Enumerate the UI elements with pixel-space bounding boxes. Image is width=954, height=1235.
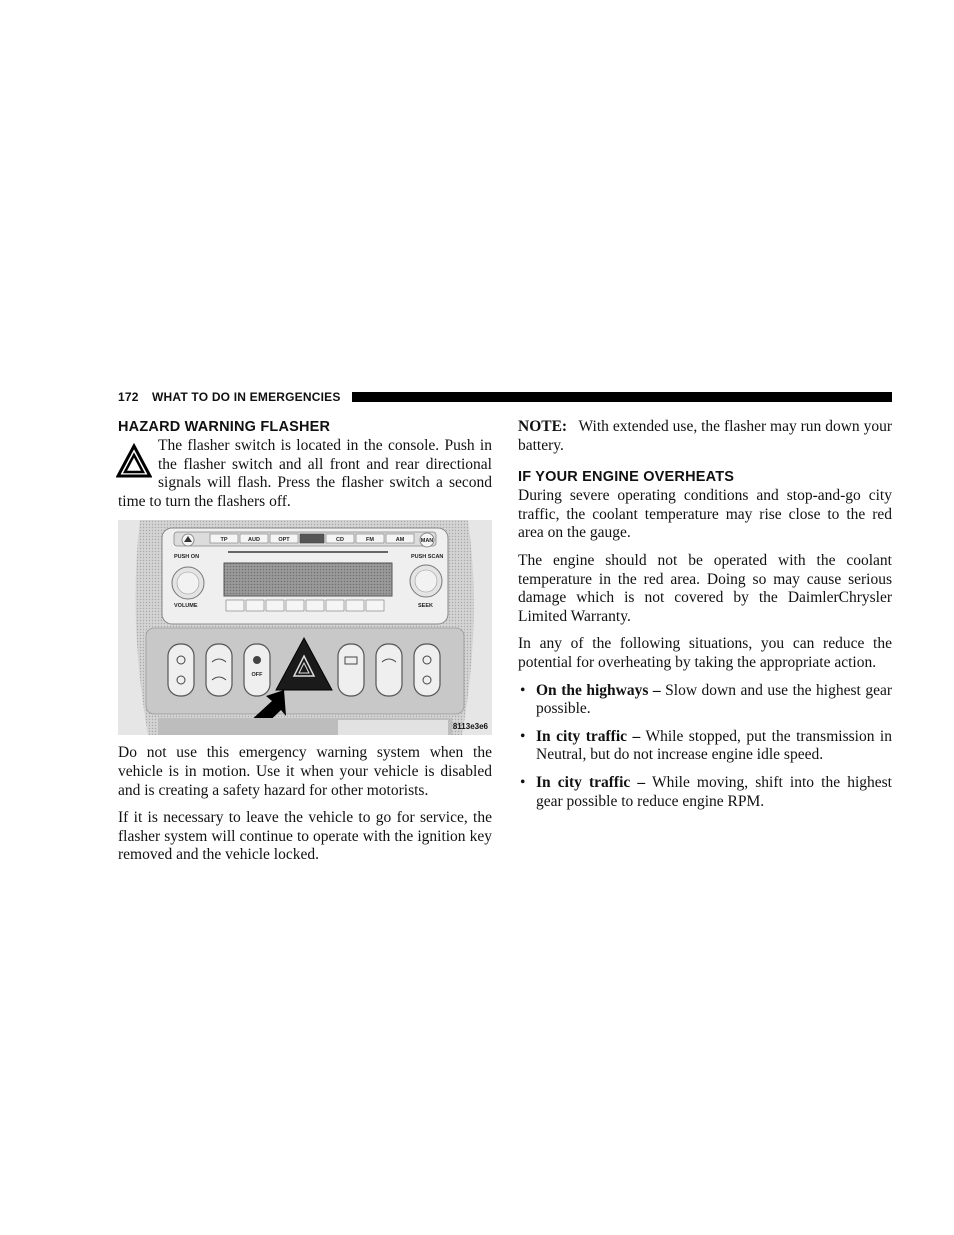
bullet-text: While stopped, put the transmission in Neutral, but do not increase engine idle speed. <box>536 727 892 764</box>
radio-btn-aud: AUD <box>248 537 260 544</box>
bullet-lead: On the highways – <box>536 681 661 699</box>
list-item: • In city traffic – While moving, shift into the highest gear possible to reduce engine RPM. <box>520 773 892 810</box>
bullet-lead: In city traffic – <box>536 773 646 791</box>
overheat-para-3: In any of the following situations, you can reduce the potential for overheating by taking the appropriate action. <box>518 635 892 671</box>
radio-display <box>224 563 392 596</box>
note-text: With extended use, the flasher may run down your battery. <box>518 418 892 454</box>
overheat-para-2: The engine should not be operated with the coolant temperature in the red area. Doing so may cause serious damage which is not covered by the DaimlerChrysler Limited Warranty. <box>518 551 892 625</box>
radio-volume-label: VOLUME <box>174 603 198 610</box>
list-item: • In city traffic – While stopped, put the transmission in Neutral, but do not increase engine idle speed. <box>520 727 892 764</box>
bullet-text: While moving, shift into the highest gear possible to reduce engine RPM. <box>536 773 892 810</box>
hazard-warning-icon <box>116 443 152 479</box>
radio-btn-fm: FM <box>366 537 374 544</box>
overheat-para-1: During severe operating conditions and stop-and-go city traffic, the coolant temperature may rise close to the red area on the gauge. <box>518 487 892 542</box>
switch-off-label: OFF <box>251 672 263 679</box>
console-figure <box>118 520 492 735</box>
figure-code: 8113e3e6 <box>452 722 488 732</box>
overheat-heading: IF YOUR ENGINE OVERHEATS <box>518 469 735 486</box>
radio-btn-opt: OPT <box>278 537 290 544</box>
console-illustration <box>118 520 492 735</box>
header-rule <box>352 392 892 402</box>
note-label: NOTE: <box>518 418 568 435</box>
hazard-intro-block <box>118 437 492 511</box>
left-column <box>118 417 492 865</box>
hazard-para-2: If it is necessary to leave the vehicle to go for service, the flasher system will continue to operate with the ignition key removed and the vehicle locked. <box>118 809 492 864</box>
note-paragraph <box>518 418 892 455</box>
hazard-intro: The flasher switch is located in the console. Push in the flasher switch and all front and rear directional signals will flash. Press the flasher switch a second time to turn the flashers off. <box>118 437 492 510</box>
radio-btn-cd: CD <box>336 537 344 544</box>
radio-btn-tp: TP <box>220 537 228 544</box>
overheat-bullet-list <box>518 682 892 812</box>
radio-man-label: MAN <box>420 538 434 545</box>
radio-button-row <box>210 534 414 543</box>
bullet-text: Slow down and use the highest gear possible. <box>536 681 892 718</box>
radio-push-on-label: PUSH ON <box>174 554 200 561</box>
radio-btn-am: AM <box>395 537 405 544</box>
radio-seek-label: SEEK <box>418 603 433 610</box>
right-column <box>518 417 892 820</box>
page-number: 172 <box>118 390 139 404</box>
list-item: • On the highways – Slow down and use the highest gear possible. <box>520 681 892 718</box>
bullet-lead: In city traffic – <box>536 727 641 745</box>
page-header <box>118 389 892 405</box>
section-title: WHAT TO DO IN EMERGENCIES <box>152 390 341 404</box>
hazard-para-1: Do not use this emergency warning system when the vehicle is in motion. Use it when your vehicle is disabled and is creating a safety hazard for other motorists. <box>118 744 492 799</box>
radio-push-scan-label: PUSH SCAN <box>411 554 444 561</box>
hazard-heading: HAZARD WARNING FLASHER <box>118 419 331 435</box>
